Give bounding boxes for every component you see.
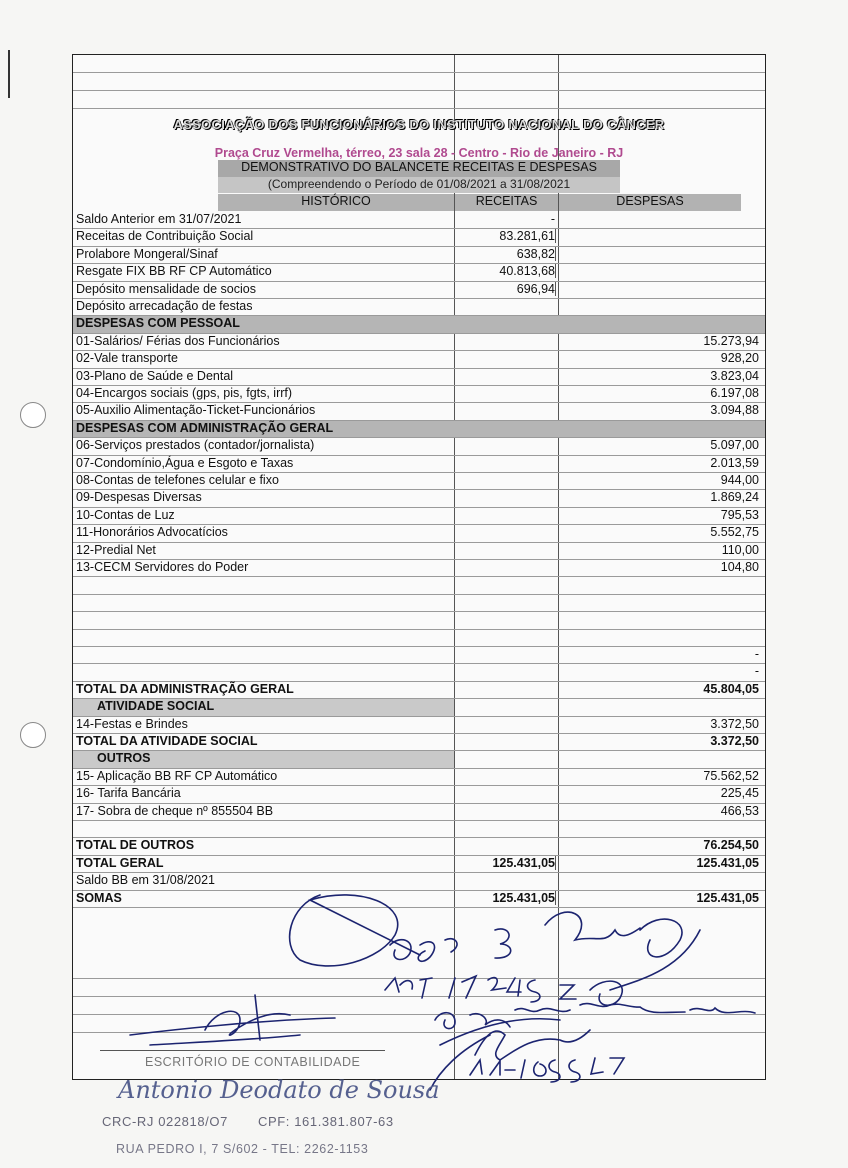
row-despesa: 75.562,52 [703,768,759,783]
row-label: DESPESAS COM ADMINISTRAÇÃO GERAL [76,420,334,435]
row-despesa: 3.372,50 [710,734,759,748]
row-despesa: 45.804,05 [703,681,759,696]
row-despesa: 944,00 [720,473,759,487]
row-despesa: 3.094,88 [710,403,759,418]
row-label: SOMAS [76,890,122,905]
row-despesa: 795,53 [720,507,759,522]
row-label: 08-Contas de telefones celular e fixo [76,473,279,487]
row-label: 06-Serviços prestados (contador/jornalista) [76,438,315,453]
accounting-office-address: RUA PEDRO I, 7 S/602 - TEL: 2262-1153 [116,1142,369,1156]
row-despesa: 928,20 [720,351,759,366]
row-despesa: 3.372,50 [710,716,759,731]
row-label: Depósito arrecadação de festas [76,299,253,313]
row-receita: 83.281,61 [455,229,556,243]
row-receita: 125.431,05 [455,891,556,905]
signature-line [100,1050,385,1051]
accountant-cpf: CPF: 161.381.807-63 [258,1114,394,1129]
row-despesa: 125.431,05 [696,890,759,905]
column-header-historico: HISTÓRICO [218,194,454,211]
row-despesa: - [754,647,759,661]
row-label: 13-CECM Servidores do Poder [76,560,249,574]
row-despesa: 6.197,08 [710,386,759,400]
row-label: 04-Encargos sociais (gps, pis, fgts, irrf) [76,386,293,400]
row-despesa: 2.013,59 [710,455,759,470]
accountant-name: Antonio Deodato de Sousa [118,1076,440,1104]
row-label: Saldo BB em 31/08/2021 [76,873,215,888]
row-label: ATIVIDADE SOCIAL [97,699,215,714]
row-label: Depósito mensalidade de socios [76,281,256,296]
row-label: TOTAL DE OUTROS [76,838,195,853]
column-header-despesas: DESPESAS [559,194,741,211]
row-label: OUTROS [97,751,151,766]
row-receita: 696,94 [455,282,556,296]
row-receita: 638,82 [455,247,556,261]
row-despesa: 3.823,04 [710,368,759,383]
row-despesa: 76.254,50 [703,838,759,853]
accountant-crc: CRC-RJ 022818/O7 [102,1114,228,1129]
row-label: 09-Despesas Diversas [76,490,202,505]
row-label: 14-Festas e Brindes [76,716,188,731]
row-label: 11-Honorários Advocatícios [76,525,228,540]
row-label: Prolabore Mongeral/Sinaf [76,246,218,261]
row-label: TOTAL DA ADMINISTRAÇÃO GERAL [76,681,294,696]
row-label: 15- Aplicação BB RF CP Automático [76,768,278,783]
column-header-receitas: RECEITAS [455,194,558,211]
row-despesa: 1.869,24 [710,490,759,505]
row-receita: 125.431,05 [455,856,556,870]
row-label: TOTAL DA ATIVIDADE SOCIAL [76,734,258,748]
statement-title: DEMONSTRATIVO DO BALANCETE RECEITAS E DESPESAS [218,160,620,177]
row-label: Saldo Anterior em 31/07/2021 [76,212,242,226]
row-label: Resgate FIX BB RF CP Automático [76,264,272,279]
organization-name: ASSOCIAÇÃO DOS FUNCIONÁRIOS DO INSTITUTO NACIONAL DO CÂNCER [173,117,665,132]
row-label: DESPESAS COM PESSOAL [76,316,240,331]
row-receita: - [550,212,555,226]
row-despesa: 5.097,00 [710,438,759,453]
row-despesa: 5.552,75 [710,525,759,540]
row-label: 12-Predial Net [76,542,156,557]
row-label: 10-Contas de Luz [76,507,175,522]
row-label: 02-Vale transporte [76,351,178,366]
row-despesa: 15.273,94 [703,333,759,348]
row-label: 03-Plano de Saúde e Dental [76,368,234,383]
row-despesa: 225,45 [720,786,759,801]
row-label: 01-Salários/ Férias dos Funcionários [76,333,280,348]
row-despesa: 125.431,05 [696,855,759,870]
row-despesa: 466,53 [720,803,759,818]
statement-period: (Compreendendo o Período de 01/08/2021 a 31/08/2021 [218,177,620,193]
row-label: 05-Auxilio Alimentação-Ticket-Funcionários [76,403,316,418]
row-receita: 40.813,68 [455,264,556,278]
organization-address: Praça Cruz Vermelha, térreo, 23 sala 28 - Centro - Rio de Janeiro - RJ [214,146,624,160]
row-despesa: 104,80 [720,560,759,574]
row-label: 16- Tarifa Bancária [76,786,181,801]
row-label: 07-Condomínio,Água e Esgoto e Taxas [76,455,294,470]
row-label: 17- Sobra de cheque nº 855504 BB [76,803,274,818]
row-despesa: 110,00 [721,542,759,557]
row-despesa: - [754,664,759,679]
accounting-office-label: ESCRITÓRIO DE CONTABILIDADE [145,1055,361,1069]
row-label: TOTAL GERAL [76,855,164,870]
row-label: Receitas de Contribuição Social [76,229,254,244]
